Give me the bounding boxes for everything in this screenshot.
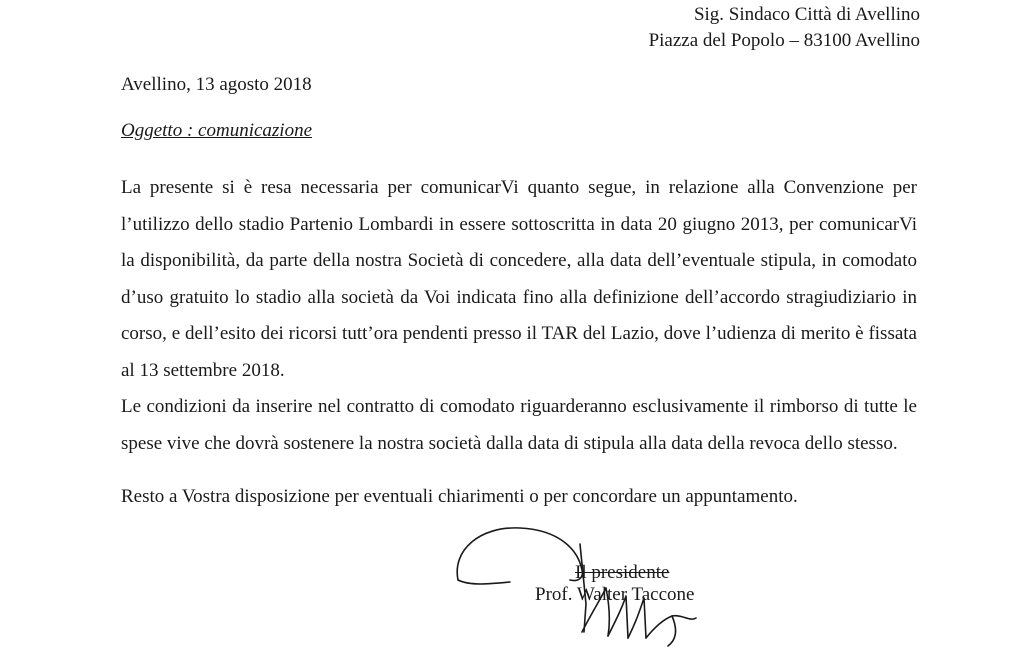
body-paragraph-2: Le condizioni da inserire nel contratto di comodato riguarderanno esclusivamente il rimborso di tutte le spese vive che dovrà sostenere la nostra società dalla data di stipula alla data della revoca dello stesso. <box>121 396 917 454</box>
signature-block <box>450 520 770 649</box>
letter-body <box>121 170 917 462</box>
closing-line: Resto a Vostra disposizione per eventuali chiarimenti o per concordare un appuntamento. <box>121 486 798 507</box>
recipient-line-2: Piazza del Popolo – 83100 Avellino <box>648 30 920 51</box>
recipient-line-1: Sig. Sindaco Città di Avellino <box>693 4 920 25</box>
recipient-address <box>649 2 920 54</box>
signature-name: Prof. Walter Taccone <box>535 584 695 605</box>
body-paragraph-1: La presente si è resa necessaria per comunicarVi quanto segue, in relazione alla Convenzione per l’utilizzo dello stadio Partenio Lombardi in essere sottoscritta in data 20 giugno 2013, per comunicarVi la disponibilità, da parte della nostra Società di concedere, alla data dell’eventuale stipula, in comodato d’uso gratuito lo stadio alla società da Voi indicata fino alla definizione dell’accordo stragiudiziario in corso, e dell’esito dei ricorsi tutt’ora pendenti presso il TAR del Lazio, dove l’udienza di merito è fissata al 13 settembre 2018. <box>121 177 917 381</box>
signature-role: Il presidente <box>575 562 670 583</box>
letter-date: Avellino, 13 agosto 2018 <box>121 74 312 95</box>
letter-subject: Oggetto : comunicazione <box>121 120 313 141</box>
